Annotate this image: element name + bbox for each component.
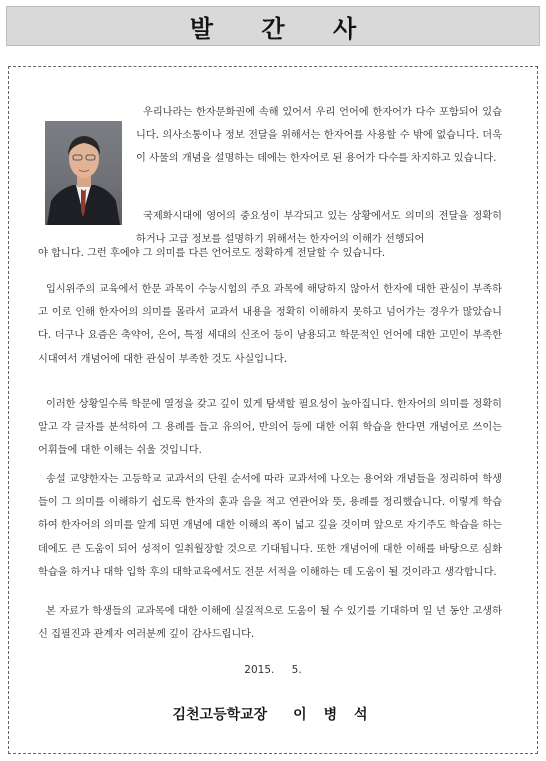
portrait-image [45, 121, 122, 225]
page-title: 발 간 사 [189, 13, 377, 43]
paragraph-globalization: 국제화시대에 영어의 중요성이 부각되고 있는 상황에서도 의미의 전달을 정확히 하거나 고급 정보를 설명하기 위해서는 한자어의 이해가 선행되어 [136, 211, 502, 246]
paragraph-exam-education: 입시위주의 교육에서 한문 과목이 수능시험의 주요 과목에 해당하지 않아서 한자에 대한 관심이 부족하고 이로 인해 한자어의 의미를 몰라서 교과서 내용을 정확히 이해하지 못하고 넘어가는 경우가 많았습니다. 더구나 요즘은 축약어, 은어, 특정 세대의 신조어 등이 남용되고 학문적인 언어에 대한 고민이 부족한 시대여서 개념어에 대한 관심이 부족한 것도 사실입니다. [38, 284, 502, 365]
paragraph-hanja-culture: 우리나라는 한자문화권에 속해 있어서 우리 언어에 한자어가 다수 포함되어 있습니다. 의사소통이나 정보 전달을 위해서는 한자어를 사용할 수 밖에 없습니다. 더욱이 사물의 개념을 설명하는 데에는 한자어로 된 용어가 다수를 차지하고 있습니다. [136, 107, 502, 165]
paragraph-songseol-hanja: 송설 교양한자는 고등학교 교과서의 단원 순서에 따라 교과서에 나오는 용어와 개념들을 정리하여 학생들이 그 의미를 이해하기 쉽도록 한자의 훈과 음을 적고 연관어와 뜻, 용례를 정리했습니다. 이렇게 학습하여 한자어의 의미를 알게 되면 개념에 대한 이해의 폭이 넓고 깊을 것이며 앞으로 자기주도 학습을 하는 데에도 큰 도움이 되어 성적이 일취월장할 것으로 기대됩니다. 또한 개념어에 대한 이해를 바탕으로 심화 학습을 하거나 대학 입학 후의 대학교육에서도 전문 서적을 이해하는 데 도움이 될 것이라고 생각합니다. [38, 474, 502, 578]
signature [0, 704, 546, 724]
paragraph-globalization-cont: 야 합니다. 그런 후에야 그 의미를 다른 언어로도 정확하게 전달할 수 있습니다. [38, 248, 386, 259]
paragraph-study-passion: 이러한 상황일수록 학문에 열정을 갖고 깊이 있게 탐색할 필요성이 높아집니다. 한자어의 의미를 정확히 알고 각 글자를 분석하여 그 용례를 들고 유의어, 반의어 등에 대한 어휘 학습을 한다면 개념어로 쓰이는 어휘들에 대한 이해는 쉬울 것입니다. [38, 399, 502, 457]
author-photo [45, 121, 122, 225]
title-banner [6, 6, 540, 46]
publication-date: 2015. 5. [244, 664, 302, 676]
paragraph-thanks: 본 자료가 학생들의 교과목에 대한 이해에 실질적으로 도움이 될 수 있기를 기대하며 일 년 동안 고생하신 집필진과 관계자 여러분께 깊이 감사드립니다. [38, 606, 502, 641]
signature-name: 이 병 석 [293, 707, 374, 723]
signature-position: 김천고등학교장 [172, 707, 268, 723]
